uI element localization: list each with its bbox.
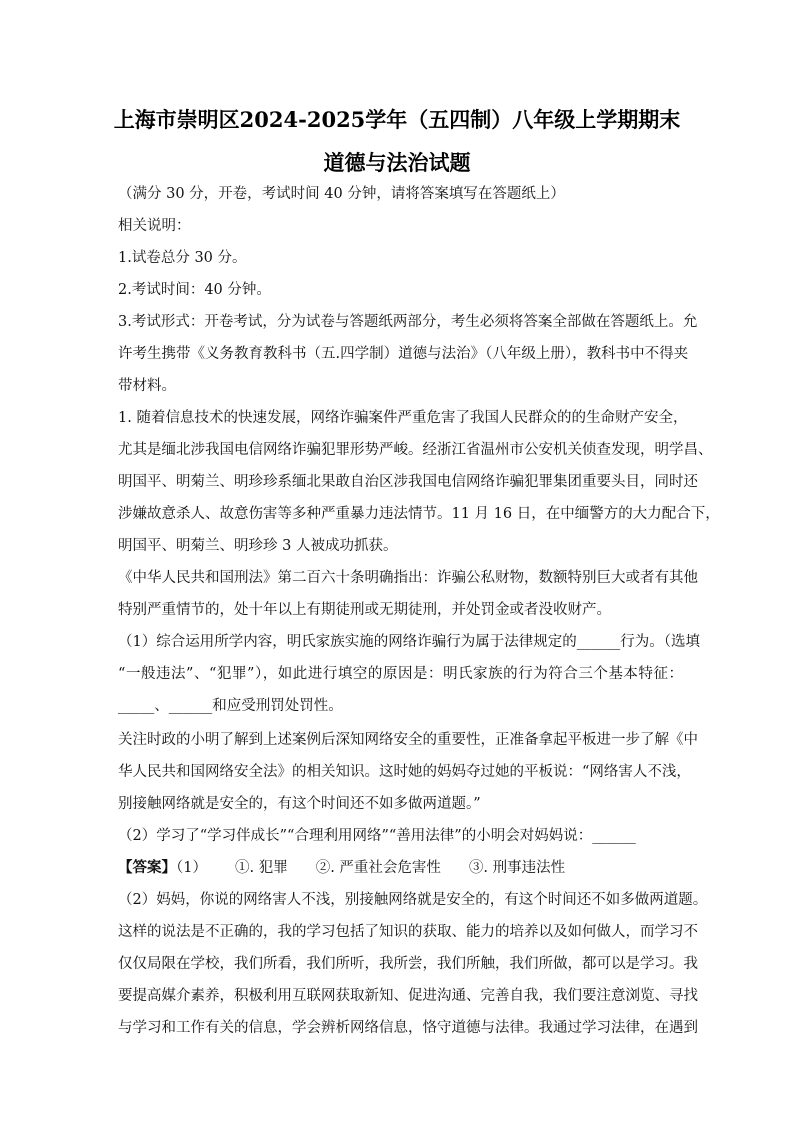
answer-part1 — [118, 858, 683, 878]
answer-option-1: ①. 犯罪 — [234, 860, 288, 876]
answer-part2-line3: 仅仅局限在学校，我们所看，我们所听，我所尝，我们所触，我们所做，都可以是学习。我 — [118, 956, 698, 972]
q1-paragraph3-line2: 华人民共和国网络安全法》的相关知识。这时她的妈妈夺过她的平板说：“网络害人不浅， — [118, 764, 691, 780]
q1-paragraph3-line1: 关注时政的小明了解到上述案例后深知网络安全的重要性，正准备拿起平板进一步了解《中 — [118, 732, 698, 748]
answer-label: 【答案】 — [118, 859, 176, 876]
q1-paragraph2-line1: 《中华人民共和国刑法》第二百六十条明确指出：诈骗公私财物，数额特别巨大或者有其他 — [118, 570, 698, 586]
q1-paragraph3-line3: 别接触网络就是安全的，有这个时间还不如多做两道题。” — [118, 796, 481, 812]
answer-part2-line4: 要提高媒介素养，积极利用互联网获取新知、促进沟通、完善自我，我们要注意浏览、寻找 — [118, 988, 698, 1004]
instruction-item-3-line2: 许考生携带《义务教育教科书（五.四学制）道德与法治》（八年级上册），教科书中不得夹 — [118, 346, 689, 362]
answer-option-2: ②. 严重社会危害性 — [315, 860, 441, 876]
exam-title-line1: 上海市崇明区2024-2025学年（五四制）八年级上学期期末 — [113, 107, 681, 132]
q1-sub1-line3: _____、______和应受刑罚处罚性。 — [118, 698, 343, 714]
q1-paragraph1-line3: 明国平、明菊兰、明珍珍系缅北果敢自治区涉我国电信网络诈骗犯罪集团重要头目，同时还 — [118, 474, 698, 490]
answer-part2-line2: 这样的说法是不正确的，我的学习包括了知识的获取、能力的培养以及如何做人，而学习不 — [118, 924, 698, 940]
q1-paragraph1-line5: 明国平、明菊兰、明珍珍 3 人被成功抓获。 — [118, 538, 398, 554]
q1-paragraph1-line2: 尤其是缅北涉我国电信网络诈骗犯罪形势严峻。经浙江省温州市公安机关侦查发现，明学昌、 — [118, 442, 713, 458]
q1-sub2: （2）学习了“学习伴成长”“合理利用网络”“善用法律”的小明会对妈妈说：______ — [118, 828, 636, 844]
instruction-item-2: 2.考试时间：40 分钟。 — [118, 282, 271, 298]
instructions-heading: 相关说明： — [118, 218, 191, 234]
instruction-item-3-line1: 3.考试形式：开卷考试，分为试卷与答题纸两部分，考生必须将答案全部做在答题纸上。允 — [118, 314, 698, 330]
instruction-item-1: 1.试卷总分 30 分。 — [118, 250, 247, 266]
q1-paragraph1-line1: 1. 随着信息技术的快速发展，网络诈骗案件严重危害了我国人民群众的的生命财产安全， — [118, 410, 688, 426]
q1-sub1-line1: （1）综合运用所学内容，明氏家族实施的网络诈骗行为属于法律规定的______行为。（选填 — [118, 634, 700, 650]
answer-part2-line1: （2）妈妈，你说的网络害人不浅，别接触网络就是安全的，有这个时间还不如多做两道题。 — [118, 892, 708, 908]
q1-paragraph1-line4: 涉嫌故意杀人、故意伤害等多种严重暴力违法情节。11 月 16 日，在中缅警方的大力配合下， — [118, 506, 720, 522]
q1-paragraph2-line2: 特别严重情节的，处十年以上有期徒刑或无期徒刑，并处罚金或者没收财产。 — [118, 602, 611, 618]
q1-sub1-line2: “一般违法”、“犯罪”），如此进行填空的原因是：明氏家族的行为符合三个基本特征： — [118, 666, 683, 682]
answer-option-3: ③. 刑事违法性 — [468, 860, 566, 876]
instruction-item-3-line3: 带材料。 — [118, 378, 176, 394]
exam-title-line2: 道德与法治试题 — [323, 150, 471, 175]
exam-note: （满分 30 分，开卷，考试时间 40 分钟，请将答案填写在答题纸上） — [118, 186, 565, 202]
answer-part2-line5: 与学习和工作有关的信息，学会辨析网络信息，恪守道德与法律。我通过学习法律，在遇到 — [118, 1020, 698, 1036]
answer-part1-prefix: （1） — [176, 860, 207, 876]
